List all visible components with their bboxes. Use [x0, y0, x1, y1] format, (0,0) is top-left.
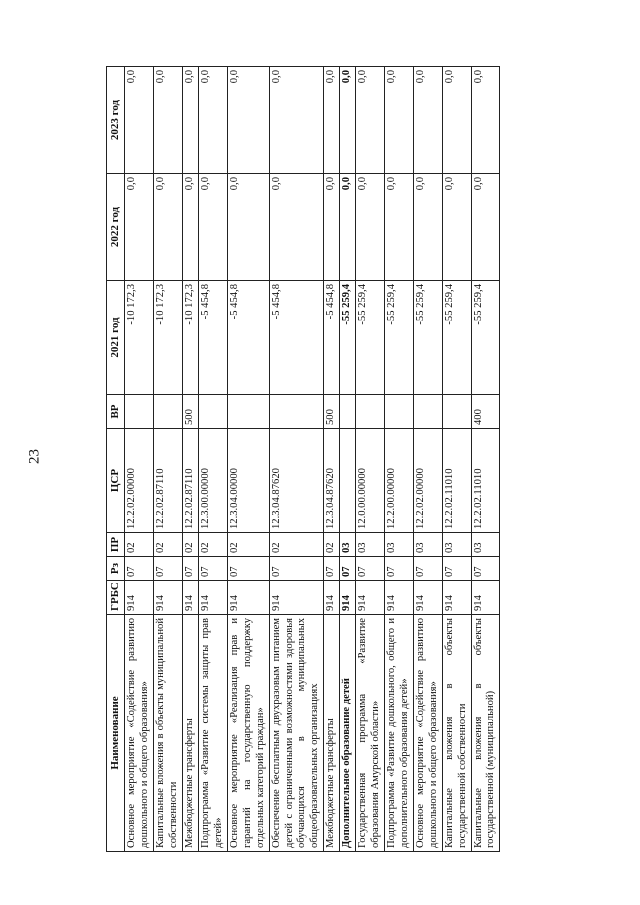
cell-grbs: 914: [125, 581, 154, 615]
cell-name: Государственная программа «Развитие образования Амурской области»: [356, 615, 385, 852]
cell-y2022: 0,0: [269, 174, 324, 281]
table-row: [324, 67, 340, 852]
cell-rz: 07: [324, 557, 340, 581]
cell-pr: 02: [154, 533, 183, 557]
cell-vr: [356, 395, 385, 429]
cell-rz: 07: [125, 557, 154, 581]
cell-rz: 07: [154, 557, 183, 581]
cell-rz: 07: [442, 557, 471, 581]
cell-csr: 12.3.04.87620: [324, 429, 340, 533]
cell-y2023: 0,0: [324, 67, 340, 174]
table-row: [356, 67, 385, 852]
cell-y2022: 0,0: [227, 174, 269, 281]
cell-csr: 12.2.02.87110: [183, 429, 199, 533]
cell-y2023: 0,0: [356, 67, 385, 174]
cell-y2021: -55 259,4: [413, 281, 442, 395]
header-2022: 2022 год: [107, 174, 125, 281]
cell-csr: 12.3.00.00000: [199, 429, 228, 533]
table-row: [413, 67, 442, 852]
header-2021: 2021 год: [107, 281, 125, 395]
cell-y2023: 0,0: [227, 67, 269, 174]
cell-y2021: -10 172,3: [125, 281, 154, 395]
cell-csr: 12.3.04.87620: [269, 429, 324, 533]
cell-y2021: -10 172,3: [183, 281, 199, 395]
table-row: [269, 67, 324, 852]
cell-y2022: 0,0: [199, 174, 228, 281]
cell-y2021: -55 259,4: [340, 281, 356, 395]
budget-table-rotated: [106, 67, 536, 852]
cell-y2021: -55 259,4: [471, 281, 500, 395]
table-row: [199, 67, 228, 852]
cell-y2022: 0,0: [413, 174, 442, 281]
cell-grbs: 914: [269, 581, 324, 615]
cell-grbs: 914: [356, 581, 385, 615]
header-csr: ЦСР: [107, 429, 125, 533]
cell-name: Основное мероприятие «Реализация прав и гарантий на государственную поддержку отдельных категорий граждан»: [227, 615, 269, 852]
cell-y2021: -55 259,4: [356, 281, 385, 395]
cell-grbs: 914: [199, 581, 228, 615]
cell-vr: [269, 395, 324, 429]
cell-csr: 12.2.02.11010: [471, 429, 500, 533]
cell-y2023: 0,0: [125, 67, 154, 174]
cell-rz: 07: [385, 557, 414, 581]
cell-grbs: 914: [227, 581, 269, 615]
cell-vr: 500: [183, 395, 199, 429]
header-vr: ВР: [107, 395, 125, 429]
cell-grbs: 914: [385, 581, 414, 615]
cell-y2022: 0,0: [471, 174, 500, 281]
cell-pr: 03: [340, 533, 356, 557]
cell-vr: [125, 395, 154, 429]
cell-pr: 02: [269, 533, 324, 557]
table-body: [125, 67, 500, 852]
cell-y2022: 0,0: [356, 174, 385, 281]
cell-y2023: 0,0: [471, 67, 500, 174]
cell-pr: 02: [227, 533, 269, 557]
header-rz: Рз: [107, 557, 125, 581]
cell-rz: 07: [413, 557, 442, 581]
cell-y2021: -5 454,8: [324, 281, 340, 395]
table-row: [183, 67, 199, 852]
cell-pr: 02: [183, 533, 199, 557]
cell-y2021: -10 172,3: [154, 281, 183, 395]
cell-csr: 12.2.02.11010: [442, 429, 471, 533]
cell-name: Межбюджетные трансферты: [183, 615, 199, 852]
header-grbs: ГРБС: [107, 581, 125, 615]
cell-name: Подпрограмма «Развитие дошкольного, общего и дополнительного образования детей»: [385, 615, 414, 852]
cell-csr: 12.2.00.00000: [385, 429, 414, 533]
cell-vr: [340, 395, 356, 429]
cell-grbs: 914: [154, 581, 183, 615]
cell-y2023: 0,0: [269, 67, 324, 174]
cell-y2022: 0,0: [183, 174, 199, 281]
header-name: Наименование: [107, 615, 125, 852]
cell-name: Капитальные вложения в объекты государственной собственности: [442, 615, 471, 852]
page-number: 23: [26, 449, 43, 464]
cell-vr: [154, 395, 183, 429]
cell-pr: 02: [324, 533, 340, 557]
header-2023: 2023 год: [107, 67, 125, 174]
cell-pr: 03: [413, 533, 442, 557]
cell-y2022: 0,0: [154, 174, 183, 281]
cell-name: Основное мероприятие «Содействие развитию дошкольного и общего образования»: [413, 615, 442, 852]
cell-y2021: -5 454,8: [199, 281, 228, 395]
cell-vr: 500: [324, 395, 340, 429]
cell-csr: 12.2.02.87110: [154, 429, 183, 533]
cell-rz: 07: [471, 557, 500, 581]
cell-grbs: 914: [471, 581, 500, 615]
header-pr: ПР: [107, 533, 125, 557]
table-row: [125, 67, 154, 852]
table-row: [385, 67, 414, 852]
cell-rz: 07: [340, 557, 356, 581]
cell-csr: [340, 429, 356, 533]
cell-vr: [227, 395, 269, 429]
table-header-row: [107, 67, 125, 852]
cell-vr: [199, 395, 228, 429]
cell-vr: [413, 395, 442, 429]
cell-name: Обеспечение бесплатным двухразовым питанием детей с ограниченными возможностями здоровья обучающихся в муниципальных общеобразовательных организациях: [269, 615, 324, 852]
cell-grbs: 914: [324, 581, 340, 615]
cell-name: Капитальные вложения в объекты муниципальной собственности: [154, 615, 183, 852]
cell-grbs: 914: [413, 581, 442, 615]
cell-rz: 07: [199, 557, 228, 581]
cell-rz: 07: [227, 557, 269, 581]
cell-y2022: 0,0: [125, 174, 154, 281]
cell-name: Основное мероприятие «Содействие развитию дошкольного и общего образования»: [125, 615, 154, 852]
cell-vr: [442, 395, 471, 429]
cell-csr: 12.0.00.00000: [356, 429, 385, 533]
cell-rz: 07: [356, 557, 385, 581]
cell-name: Подпрограмма «Развитие системы защиты прав детей»: [199, 615, 228, 852]
cell-y2023: 0,0: [442, 67, 471, 174]
cell-pr: 03: [471, 533, 500, 557]
budget-table: [106, 66, 500, 852]
cell-grbs: 914: [442, 581, 471, 615]
cell-csr: 12.3.04.00000: [227, 429, 269, 533]
cell-pr: 02: [125, 533, 154, 557]
cell-vr: [385, 395, 414, 429]
cell-y2022: 0,0: [442, 174, 471, 281]
cell-csr: 12.2.02.00000: [125, 429, 154, 533]
cell-pr: 02: [199, 533, 228, 557]
cell-grbs: 914: [183, 581, 199, 615]
table-row: [340, 67, 356, 852]
cell-vr: 400: [471, 395, 500, 429]
cell-pr: 03: [385, 533, 414, 557]
cell-grbs: 914: [340, 581, 356, 615]
cell-y2023: 0,0: [340, 67, 356, 174]
cell-rz: 07: [183, 557, 199, 581]
cell-y2023: 0,0: [199, 67, 228, 174]
cell-y2021: -55 259,4: [442, 281, 471, 395]
cell-pr: 03: [442, 533, 471, 557]
cell-y2021: -5 454,8: [269, 281, 324, 395]
table-row: [471, 67, 500, 852]
cell-y2022: 0,0: [340, 174, 356, 281]
cell-y2022: 0,0: [385, 174, 414, 281]
cell-y2023: 0,0: [154, 67, 183, 174]
cell-name: Дополнительное образование детей: [340, 615, 356, 852]
cell-pr: 03: [356, 533, 385, 557]
cell-rz: 07: [269, 557, 324, 581]
cell-y2023: 0,0: [413, 67, 442, 174]
cell-y2021: -55 259,4: [385, 281, 414, 395]
cell-y2022: 0,0: [324, 174, 340, 281]
cell-y2023: 0,0: [385, 67, 414, 174]
table-row: [227, 67, 269, 852]
cell-name: Межбюджетные трансферты: [324, 615, 340, 852]
table-row: [154, 67, 183, 852]
cell-csr: 12.2.02.00000: [413, 429, 442, 533]
cell-name: Капитальные вложения в объекты государственной (муниципальной): [471, 615, 500, 852]
cell-y2023: 0,0: [183, 67, 199, 174]
cell-y2021: -5 454,8: [227, 281, 269, 395]
table-row: [442, 67, 471, 852]
